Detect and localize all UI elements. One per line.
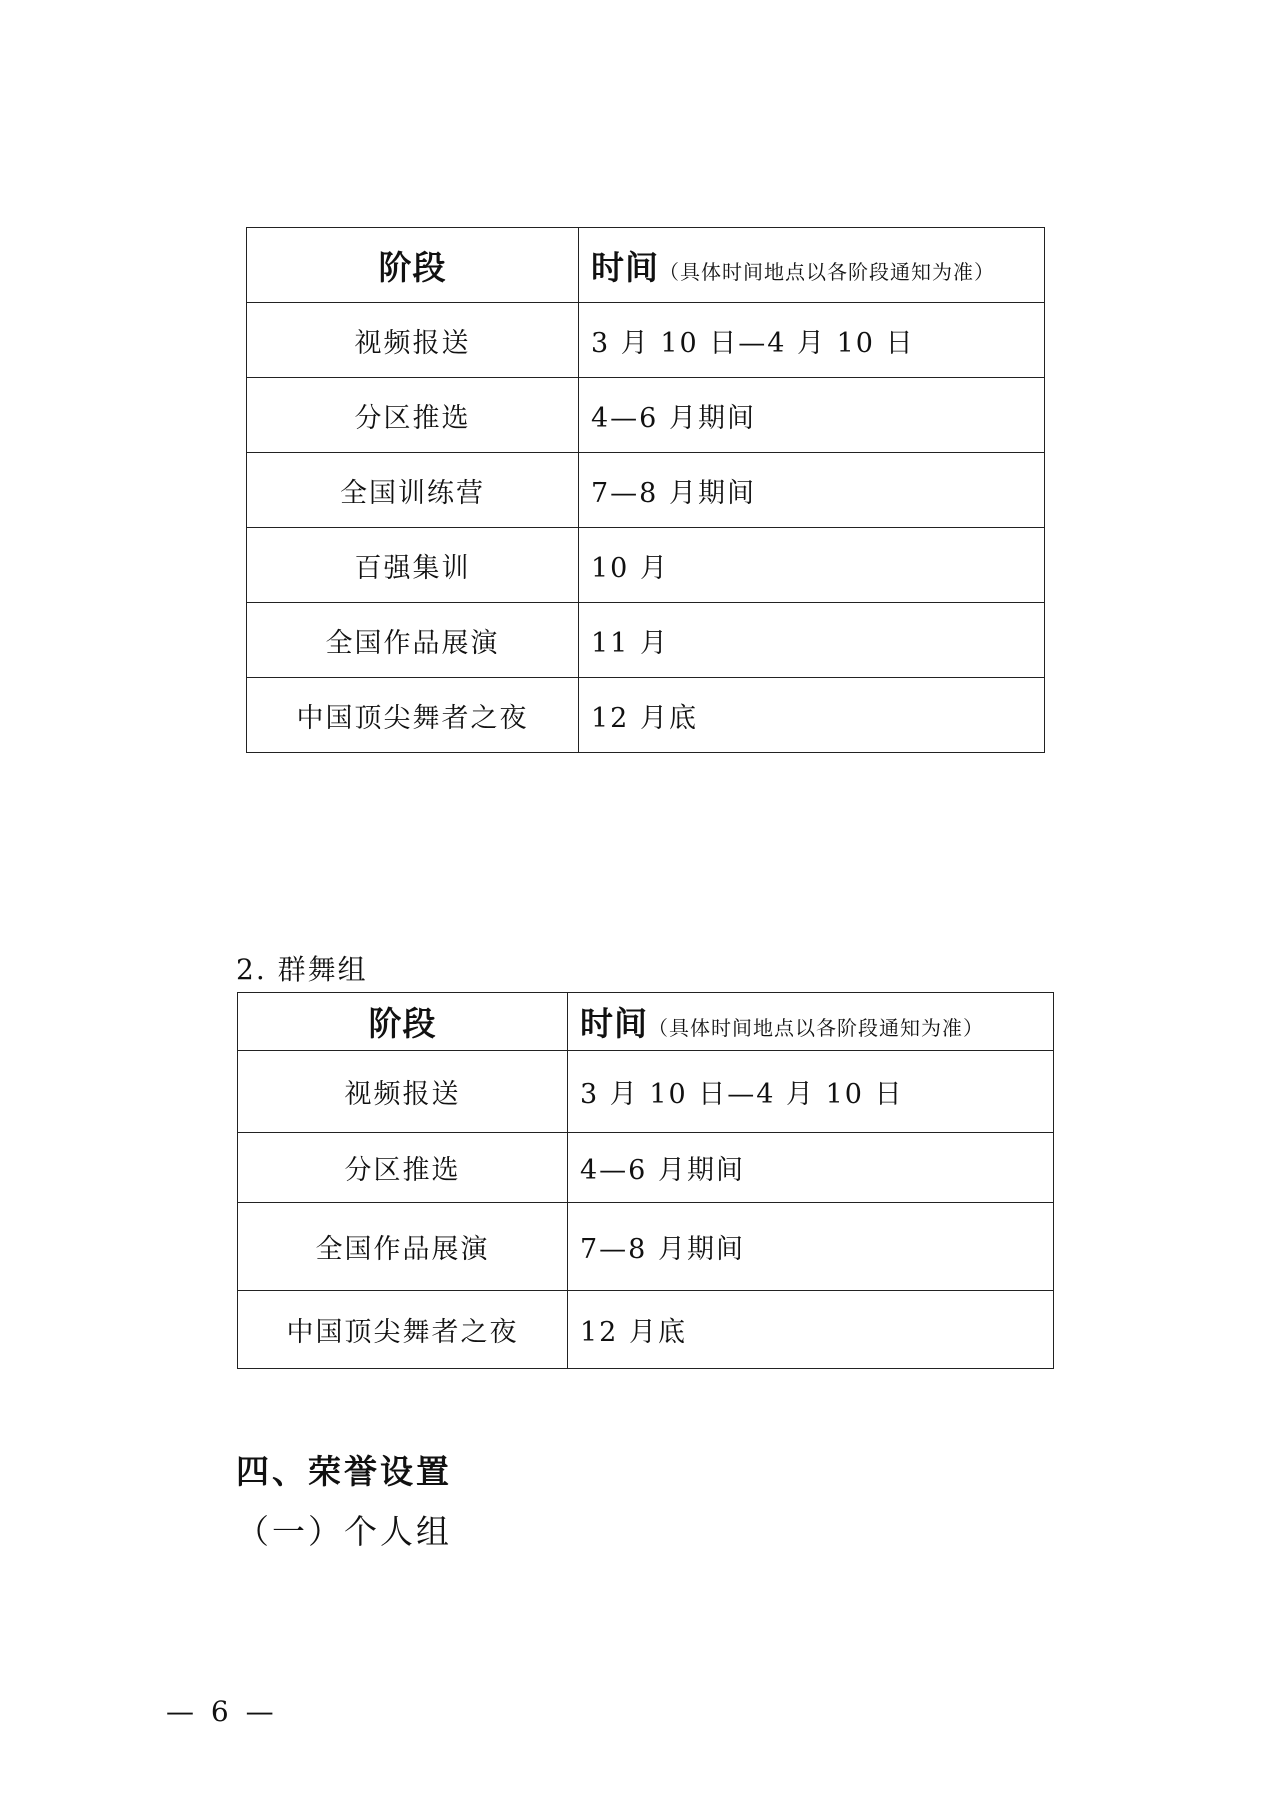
stage-cell: 全国训练营 (247, 453, 579, 528)
time-cell: 10 月 (579, 528, 1045, 603)
time-cell: 4—6 月期间 (568, 1133, 1054, 1203)
stage-cell: 中国顶尖舞者之夜 (247, 678, 579, 753)
header-time: 时间（具体时间地点以各阶段通知为准） (579, 228, 1045, 303)
time-cell: 3 月 10 日—4 月 10 日 (579, 303, 1045, 378)
header-stage: 阶段 (238, 993, 568, 1051)
page-number: — 6 — (166, 1695, 278, 1728)
stage-cell: 中国顶尖舞者之夜 (238, 1291, 568, 1369)
time-cell: 4—6 月期间 (579, 378, 1045, 453)
stage-cell: 百强集训 (247, 528, 579, 603)
table-row (247, 303, 1045, 378)
group-caption: 2. 群舞组 (236, 953, 368, 986)
time-cell: 11 月 (579, 603, 1045, 678)
stage-cell: 全国作品展演 (238, 1203, 568, 1291)
stage-cell: 视频报送 (238, 1051, 568, 1133)
table-header-row (238, 993, 1054, 1051)
table-row (238, 1291, 1054, 1369)
time-cell: 12 月底 (579, 678, 1045, 753)
stage-cell: 分区推选 (247, 378, 579, 453)
subsection-heading: （一）个人组 (236, 1512, 452, 1551)
table-row (247, 528, 1045, 603)
table-row (247, 453, 1045, 528)
table-row (247, 378, 1045, 453)
section-heading: 四、荣誉设置 (236, 1452, 452, 1491)
table-row (238, 1051, 1054, 1133)
header-stage: 阶段 (247, 228, 579, 303)
table-row (238, 1203, 1054, 1291)
time-cell: 3 月 10 日—4 月 10 日 (568, 1051, 1054, 1133)
header-time: 时间（具体时间地点以各阶段通知为准） (568, 993, 1054, 1051)
time-cell: 7—8 月期间 (579, 453, 1045, 528)
stage-cell: 分区推选 (238, 1133, 568, 1203)
time-cell: 7—8 月期间 (568, 1203, 1054, 1291)
table-row (247, 678, 1045, 753)
schedule-table-individual (246, 227, 1045, 753)
schedule-table-group-dance (237, 992, 1054, 1369)
table-header-row (247, 228, 1045, 303)
time-cell: 12 月底 (568, 1291, 1054, 1369)
stage-cell: 全国作品展演 (247, 603, 579, 678)
table-row (247, 603, 1045, 678)
stage-cell: 视频报送 (247, 303, 579, 378)
table-row (238, 1133, 1054, 1203)
